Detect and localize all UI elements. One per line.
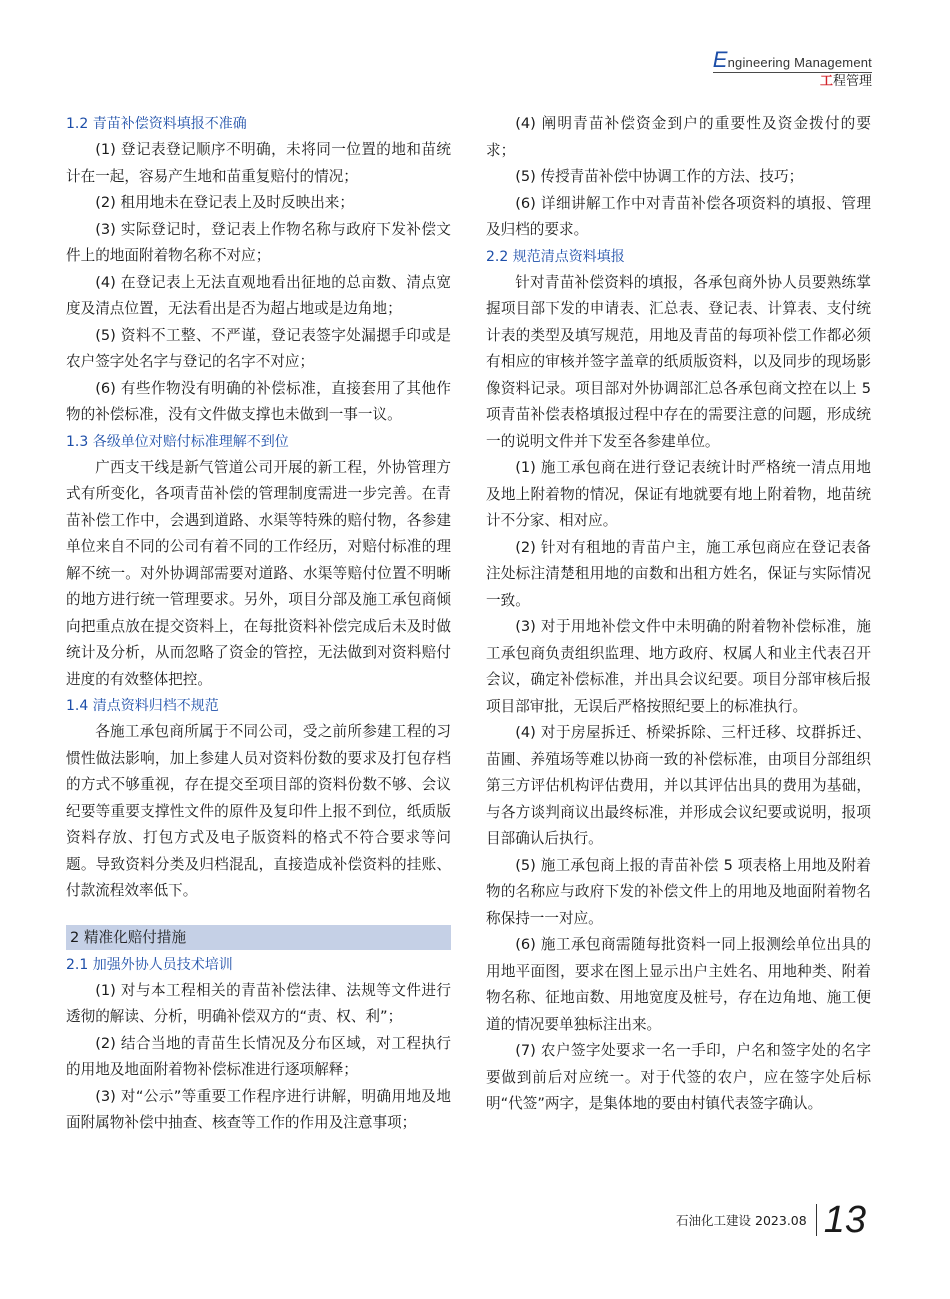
running-head [712, 47, 872, 90]
running-head-initial: E [712, 47, 728, 72]
running-head-cn-accent: 工 [819, 74, 833, 89]
list-item: (5) 施工承包商上报的青苗补偿 5 项表格上用地及附着物的名称应与政府下发的补偿文件上的用地及地面附着物名称保持一一对应。 [486, 856, 871, 927]
section-heading-1-4: 1.4 清点资料归档不规范 [66, 698, 219, 714]
section-heading-1-2: 1.2 青苗补偿资料填报不准确 [66, 116, 247, 132]
section-heading-2-2: 2.2 规范清点资料填报 [486, 248, 625, 265]
running-head-chinese [713, 74, 872, 90]
section-heading-2: 2 精准化赔付措施 [66, 925, 451, 950]
list-item: (5) 传授青苗补偿中协调工作的方法、技巧； [515, 168, 804, 185]
list-item: (4) 对于房屋拆迁、桥梁拆除、三杆迁移、坟群拆迁、苗圃、养殖场等难以协商一致的补偿标准，由项目分部组织第三方评估机构评估费用，并以其评估出具的费用为基础，与各方谈判商议出最终标准，并形成会议纪要或说明，报项目部确认后执行。 [486, 724, 871, 847]
list-item: (6) 有些作物没有明确的补偿标准，直接套用了其他作物的补偿标准，没有文件做支撑也未做到一事一议。 [66, 379, 451, 423]
list-item: (3) 对于用地补偿文件中未明确的附着物补偿标准，施工承包商负责组织监理、地方政府、权属人和业主代表召开会议，确定补偿标准，并出具会议纪要。项目分部审核后报项目部审批，无误后严格按照纪要上的标准执行。 [486, 618, 871, 715]
left-column [66, 111, 451, 1137]
list-item: (3) 对“公示”等重要工作程序进行讲解，明确用地及地面附属物补偿中抽查、核查等工作的作用及注意事项； [66, 1087, 451, 1131]
list-item: (6) 详细讲解工作中对青苗补偿各项资料的填报、管理及归档的要求。 [486, 194, 871, 238]
list-item: (2) 租用地未在登记表上及时反映出来； [95, 194, 354, 211]
list-item: (2) 结合当地的青苗生长情况及分布区域，对工程执行的用地及地面附着物补偿标准进行逐项解释； [66, 1034, 451, 1078]
list-item: (2) 针对有租地的青苗户主，施工承包商应在登记表备注处标注清楚租用地的亩数和出租方姓名，保证与实际情况一致。 [486, 538, 871, 609]
list-item: (5) 资料不工整、不严谨，登记表签字处漏摁手印或是农户签字处名字与登记的名字不对应； [66, 326, 451, 370]
section-heading-2-1: 2.1 加强外协人员技术培训 [66, 956, 233, 973]
list-item: (7) 农户签字处要求一名一手印，户名和签字处的名字要做到前后对应统一。对于代签的农户，应在签字处后标明“代签”两字，是集体地的要由村镇代表签字确认。 [486, 1042, 871, 1112]
list-item: (3) 实际登记时，登记表上作物名称与政府下发补偿文件上的地面附着物名称不对应； [66, 220, 451, 264]
running-head-rule [713, 72, 872, 73]
list-item: (1) 登记表登记顺序不明确，未将同一位置的地和苗统计在一起，容易产生地和苗重复赔付的情况； [66, 141, 451, 185]
list-item: (1) 施工承包商在进行登记表统计时严格统一清点用地及地上附着物的情况，保证有地就要有地上附着物，地苗统计不分家、相对应。 [486, 459, 871, 529]
list-item: (6) 施工承包商需随每批资料一同上报测绘单位出具的用地平面图，要求在图上显示出户主姓名、用地种类、附着物名称、征地亩数、用地宽度及桩号，存在边角地、施工便道的情况要单独标注出来。 [486, 936, 871, 1033]
running-head-english [712, 47, 872, 72]
footer-divider [816, 1204, 817, 1236]
section-heading-1-3: 1.3 各级单位对赔付标准理解不到位 [66, 433, 289, 450]
page-number: 13 [823, 1199, 866, 1241]
list-item: (1) 对与本工程相关的青苗补偿法律、法规等文件进行透彻的解读、分析，明确补偿双方的“责、权、利”； [66, 981, 451, 1025]
right-column [486, 111, 871, 1118]
running-head-english-rest: ngineering Management [727, 55, 872, 70]
paragraph: 广西支干线是新气管道公司开展的新工程，外协管理方式有所变化，各项青苗补偿的管理制度需进一步完善。在青苗补偿工作中，会遇到道路、水渠等特殊的赔付物，各参建单位来自不同的公司有着不同的工作经历，对赔付标准的理解不统一。对外协调部需要对道路、水渠等赔付位置不明晰的地方进行统一管理要求。另外，项目分部及施工承包商倾向把重点放在提交资料上，在每批资料补偿完成后未及时做统计及分析，从而忽略了资金的管控，无法做到对资料赔付进度的有效整体把控。 [66, 458, 451, 688]
journal-issue: 石油化工建设 2023.08 [676, 1213, 807, 1228]
list-item: (4) 阐明青苗补偿资金到户的重要性及资金拨付的要求； [486, 115, 871, 159]
page-footer [676, 1201, 866, 1239]
paragraph: 针对青苗补偿资料的填报，各承包商外协人员要熟练掌握项目部下发的申请表、汇总表、登记表、计算表、支付统计表的类型及填写规范，用地及青苗的每项补偿工作都必须有相应的审核并签字盖章的纸质版资料，以及同步的现场影像资料记录。项目部对外协调部汇总各承包商文控在以上 5 项青苗补偿表格填报过程中存在的需要注意的问题，形成统一的说明文件并下发至各参建单位。 [486, 273, 871, 450]
running-head-cn-rest: 程管理 [832, 74, 872, 89]
paragraph: 各施工承包商所属于不同公司，受之前所参建工程的习惯性做法影响，加上参建人员对资料份数的要求及打包存档的方式不够重视，存在提交至项目部的资料份数不够、会议纪要等重要支撑性文件的原件及复印件上报不到位，纸质版资料存放、打包方式及电子版资料的格式不符合要求等问题。导致资料分类及归档混乱，直接造成补偿资料的挂账、付款流程效率低下。 [66, 723, 451, 899]
list-item: (4) 在登记表上无法直观地看出征地的总亩数、清点宽度及清点位置，无法看出是否为超占地或是边角地； [66, 273, 451, 317]
